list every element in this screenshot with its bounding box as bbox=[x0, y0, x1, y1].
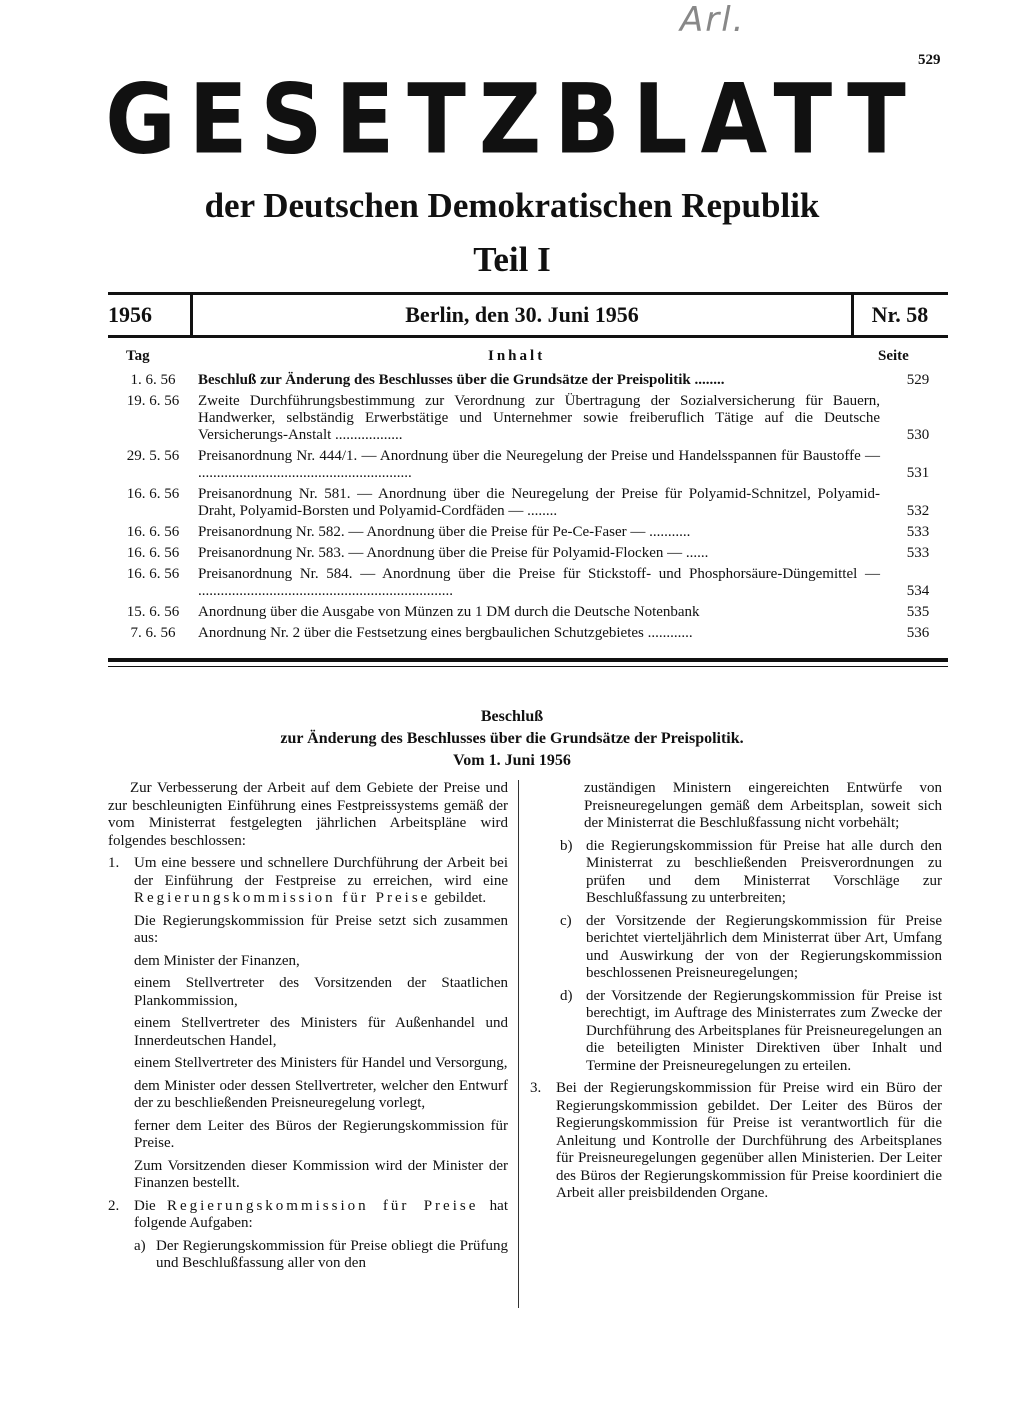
toc-row bbox=[108, 524, 948, 541]
toc-date: 7. 6. 56 bbox=[130, 625, 176, 641]
sub-item-label: b) bbox=[560, 837, 573, 854]
toc-page: 534 bbox=[906, 583, 930, 599]
item-number: 1. bbox=[108, 855, 120, 871]
toc-page: 536 bbox=[906, 625, 930, 641]
sub-item-label: c) bbox=[560, 912, 572, 929]
commission-name: Regierungskommission für Preise bbox=[134, 890, 431, 906]
toc-col-title: Inhalt bbox=[488, 348, 546, 364]
item1-text-a: Um eine bessere und schnellere Durchführung der Arbeit bei der Einführung der Festpreise zu erreichen, wird eine bbox=[134, 855, 508, 889]
toc-date: 19. 6. 56 bbox=[126, 393, 180, 409]
toc-date: 29. 5. 56 bbox=[126, 448, 180, 464]
toc-page: 533 bbox=[906, 545, 930, 561]
toc-date: 16. 6. 56 bbox=[126, 545, 180, 561]
item-text bbox=[134, 1198, 508, 1233]
item-3 bbox=[530, 1080, 942, 1203]
member-item: ferner dem Leiter des Büros der Regierungskommission für Preise. bbox=[134, 1117, 508, 1151]
item-number: 3. bbox=[530, 1080, 542, 1096]
right-column bbox=[530, 780, 942, 1208]
column-divider bbox=[518, 780, 519, 1308]
toc-title: Anordnung Nr. 2 über die Festsetzung eines bergbaulichen Schutzgebietes ............ bbox=[198, 625, 693, 641]
item2-text-a: Die bbox=[134, 1197, 156, 1214]
toc-divider-thick bbox=[108, 658, 948, 662]
sub-item-d bbox=[530, 988, 942, 1076]
dateline-year: 1956 bbox=[108, 302, 152, 327]
resolution-date: Vom 1. Juni 1956 bbox=[453, 752, 571, 769]
composition-paragraph: Die Regierungskommission für Preise setzt sich zusammen aus: bbox=[134, 912, 508, 946]
toc-title: Preisanordnung Nr. 582. — Anordnung über die Preise für Pe-Ce-Faser — ........... bbox=[198, 524, 691, 540]
left-column bbox=[108, 780, 508, 1278]
sub-item-text: der Vorsitzende der Regierungskommission für Preise berichtet vierteljährlich dem Ministerrat über Art, Umfang und Auswirkung der von der Regierungskommission beschlossenen Preisneuregelungen; bbox=[586, 912, 942, 981]
resolution-heading bbox=[0, 706, 1024, 750]
sub-item-text: der Vorsitzende der Regierungskommission für Preise ist berechtigt, im Auftrage des Ministerrates zum Zwecke der Durchführung des Arbeitsplanes für Preisneuregelungen an die beteiligten Minister Direktiven über Inhalt und Termine der Preisneuregelungen zu erteilen. bbox=[586, 987, 942, 1074]
item-text: Bei der Regierungskommission für Preise wird ein Büro der Regierungskommission gebildet. Der Leiter des Büros der Regierungskommission für Preise ist verantwortlich für die Anleitung und Kontrolle der Durchführung des Arbeitsplanes für Preisneuregelungen gegenüber allen Ministerien. Der Leiter des Büros der Regierungskommission für Preise koordiniert die Arbeit aller preisbildenden Organe. bbox=[556, 1080, 942, 1201]
dateline-issue-number: Nr. 58 bbox=[871, 302, 929, 327]
member-item: dem Minister oder dessen Stellvertreter, welcher den Entwurf der zu beschließenden Preisneuregelung vorlegt, bbox=[134, 1077, 508, 1111]
toc-page: 533 bbox=[906, 524, 930, 540]
toc-row bbox=[108, 604, 948, 621]
toc-title: Preisanordnung Nr. 584. — Anordnung über die Preise für Stickstoff- und Phosphorsäure-Düngemittel — .................................................................... bbox=[198, 566, 880, 599]
toc-page: 532 bbox=[906, 503, 930, 519]
toc-row bbox=[108, 393, 948, 444]
sub-item-a bbox=[108, 1238, 508, 1273]
member-item: einem Stellvertreter des Ministers für Handel und Versorgung, bbox=[134, 1055, 508, 1071]
chair-paragraph: Zum Vorsitzenden dieser Kommission wird der Minister der Finanzen bestellt. bbox=[134, 1157, 508, 1191]
member-item: einem Stellvertreter des Ministers für Außenhandel und Innerdeutschen Handel, bbox=[134, 1015, 508, 1049]
toc-date: 16. 6. 56 bbox=[126, 566, 180, 582]
toc-header bbox=[108, 348, 948, 372]
member-item: dem Minister der Finanzen, bbox=[134, 952, 300, 969]
toc-page: 531 bbox=[906, 465, 930, 481]
toc-page: 530 bbox=[906, 427, 930, 443]
toc-title: Preisanordnung Nr. 583. — Anordnung über die Preise für Polyamid-Flocken — ...... bbox=[198, 545, 709, 561]
toc-date: 1. 6. 56 bbox=[130, 372, 176, 388]
sub-item-label: a) bbox=[134, 1237, 146, 1254]
table-of-contents bbox=[108, 348, 948, 646]
item-number: 2. bbox=[108, 1197, 120, 1214]
toc-row bbox=[108, 486, 948, 520]
toc-divider-thin bbox=[108, 666, 948, 667]
sub-item-b bbox=[530, 838, 942, 908]
sub-item-a-continued: zuständigen Ministern eingereichten Entwürfe von Preisneuregelungen gemäß dem Arbeitsplan, soweit sich der Ministerrat die Beschlußfassung nicht vorbehält; bbox=[584, 780, 942, 831]
toc-row bbox=[108, 545, 948, 562]
resolution-title-line1: Beschluß bbox=[480, 708, 544, 725]
part-label: Teil I bbox=[473, 240, 551, 279]
toc-col-page: Seite bbox=[878, 348, 909, 364]
dateline-bar bbox=[108, 292, 948, 338]
item-2 bbox=[108, 1198, 508, 1233]
item-text bbox=[134, 855, 508, 908]
toc-title: Anordnung über die Ausgabe von Münzen zu 1 DM durch die Deutsche Notenbank bbox=[198, 604, 700, 620]
toc-row bbox=[108, 625, 948, 642]
toc-title: Preisanordnung Nr. 581. — Anordnung über die Neuregelung der Preise für Polyamid-Schnitzel, Polyamid-Draht, Polyamid-Borsten und Polyamid-Cordfäden — ........ bbox=[198, 486, 880, 519]
item2-text-c: hat folgende Aufgaben: bbox=[134, 1197, 508, 1231]
toc-page: 535 bbox=[906, 604, 930, 620]
resolution-title-line2: zur Änderung des Beschlusses über die Grundsätze der Preispolitik. bbox=[280, 730, 744, 747]
toc-row bbox=[108, 448, 948, 482]
masthead-subtitle: der Deutschen Demokratischen Republik bbox=[204, 186, 820, 225]
handwritten-note: Arl. bbox=[680, 0, 746, 40]
item1-text-c: gebildet. bbox=[434, 890, 487, 906]
sub-item-text: Der Regierungskommission für Preise obliegt die Prüfung und Beschlußfassung aller von den bbox=[156, 1237, 508, 1271]
toc-date: 16. 6. 56 bbox=[126, 486, 180, 502]
toc-date: 16. 6. 56 bbox=[126, 524, 180, 540]
sub-item-c bbox=[530, 913, 942, 983]
masthead-title: GESETZBLATT bbox=[105, 64, 919, 176]
sub-item-label: d) bbox=[560, 987, 573, 1004]
toc-title: Zweite Durchführungsbestimmung zur Verordnung zur Übertragung der Sozialversicherung für Bauern, Handwerker, selbständig Erwerbstätige und Unternehmer sowie freiberuflich Tätige auf die Deutsche Versicherungs-Anstalt .................. bbox=[198, 393, 880, 443]
toc-title: Preisanordnung Nr. 444/1. — Anordnung über die Neuregelung der Preise und Handelsspannen für Baustoffe — ......................................................... bbox=[198, 448, 880, 481]
member-item: einem Stellvertreter des Vorsitzenden der Staatlichen Plankommission, bbox=[134, 975, 508, 1009]
sub-item-text: die Regierungskommission für Preise hat alle durch den Ministerrat zu beschließenden Preisverordnungen zu prüfen und dem Ministerrat Vorschläge zur Beschlußfassung zu unterbreiten; bbox=[586, 837, 942, 906]
toc-col-date: Tag bbox=[126, 348, 150, 364]
intro-paragraph: Zur Verbesserung der Arbeit auf dem Gebiete der Preise und zur beschleunigten Einführung eines Festpreissystems gemäß der vom Ministerrat festgelegten jährlichen Arbeitspläne wird folgendes beschlossen: bbox=[108, 780, 508, 849]
item-1 bbox=[108, 855, 508, 908]
toc-date: 15. 6. 56 bbox=[126, 604, 180, 620]
toc-row bbox=[108, 372, 948, 389]
dateline-place-date: Berlin, den 30. Juni 1956 bbox=[190, 295, 854, 335]
toc-row bbox=[108, 566, 948, 600]
commission-name: Regierungskommission für Preise bbox=[166, 1197, 479, 1214]
toc-page: 529 bbox=[906, 372, 930, 388]
page-number: 529 bbox=[918, 52, 941, 68]
toc-title: Beschluß zur Änderung des Beschlusses über die Grundsätze der Preispolitik ........ bbox=[198, 372, 725, 388]
